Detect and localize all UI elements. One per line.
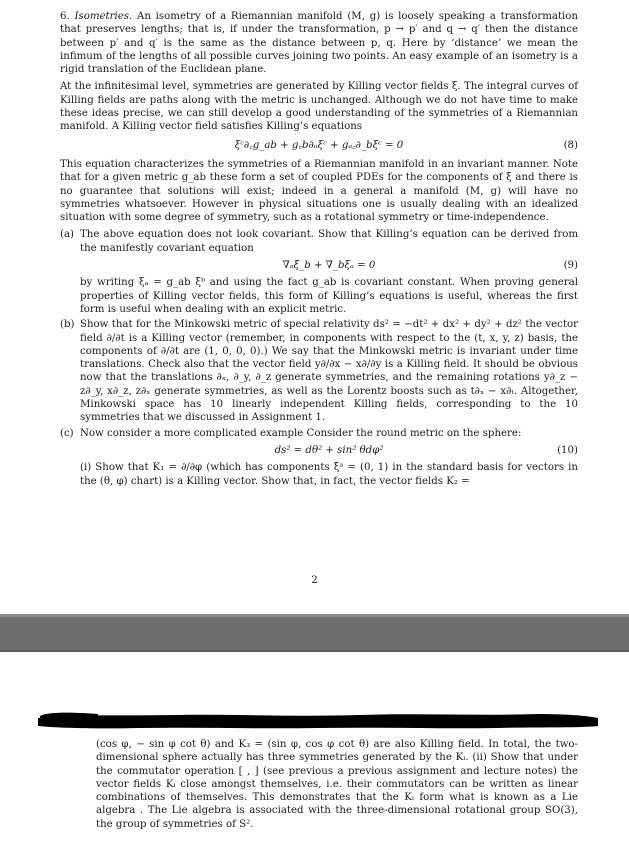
- part-a-label: (a): [60, 229, 75, 241]
- part-c: [60, 427, 578, 488]
- part-c-text: Now consider a more complicated example Consider the round metric on the sphere:: [80, 427, 522, 439]
- problem-title: Isometries.: [74, 11, 133, 22]
- part-b-label: (b): [60, 319, 75, 331]
- part-c-label: (c): [60, 427, 74, 439]
- page-divider: [0, 614, 629, 652]
- intro-text: An isometry of a Riemannian manifold (M, g) is loosely speaking a transformation that preserves lengths; that is, if under the transformation, p → p′ and q → q′ then the distance between p′ and q′ is the same as the distance between p, q. Here by ‘distance’ we mean the infimum of the lengths of all possible curves joining two points. An easy example of an isometry is a rigid translation of the Euclidean plane.: [60, 11, 578, 76]
- part-a-text-2: by writing ξₐ = g_ab ξᵇ and using the fact g_ab is covariant constant. When proving general properties of Killing vector fields, this form of Killing’s equations is useful, whereas the first form is useful when dealing with an explicit metric.: [80, 277, 578, 315]
- redaction-mark: [38, 710, 598, 732]
- equation-9-body: ∇ₐξ_b + ∇_bξₐ = 0: [282, 260, 376, 272]
- problem-6: [60, 10, 578, 490]
- part-b-text: Show that for the Minkowski metric of special relativity ds² = −dt² + dx² + dy² + dz² the vector field ∂/∂t is a Killing vector (remember, in components with respect to the (t, x, y, z) basis, the components of ∂/∂t are (1, 0, 0, 0).) We say that the Minkowski metric is invariant under time translations. Check also that the vector field y∂/∂x − x∂/∂y is a Killing field. It should be obvious now that the translations ∂ₓ, ∂_y, ∂_z generate symmetries, and the remaining rotations y∂_z − z∂_y, x∂_z, z∂ₓ generate symmetries, as well as the Lorentz boosts such as t∂ₓ − x∂ₜ. Altogether, Minkowski space has 10 linearly independent Killing fields, corresponding to the 10 symmetries that we discussed in Assignment 1.: [80, 319, 578, 424]
- divider-top-edge: [0, 614, 629, 617]
- problem-number: 6.: [60, 11, 70, 22]
- killing-paragraph: At the infinitesimal level, symmetries are generated by Killing vector fields ξ. The integral curves of Killing fields are paths along with the metric is unchanged. Although we do not have time to make these ideas precise, we can still develop a good understanding of the symmetries of a Riemannian manifold. A Killing vector field satisfies Killing’s equations: [60, 81, 578, 133]
- page-2: [0, 652, 629, 862]
- equation-10: [80, 444, 578, 457]
- part-c-i-text: (i) Show that K₁ = ∂/∂φ (which has components ξᵃ = (0, 1) in the standard basis for vectors in the (θ, φ) chart) is a Killing vector. Show that, in fact, the vector fields K₂ =: [80, 462, 578, 487]
- intro-paragraph: [60, 10, 578, 76]
- equation-8-number: (8): [563, 139, 578, 151]
- equation-9: [80, 259, 578, 272]
- equation-8: [60, 139, 578, 152]
- equation-9-number: (9): [563, 260, 578, 272]
- equation-8-body: ξᶜ∂꜀g_ab + g꜀b∂ₐξᶜ + gₐ꜀∂_bξᶜ = 0: [234, 139, 404, 151]
- page-2-text: (cos φ, − sin φ cot θ) and K₃ = (sin φ, cos φ cot θ) are also Killing field. In total, the two-dimensional sphere actually has three symmetries generated by the Kᵢ. (ii) Show that under the commutator operation [ , ] (see previous a previous assignment and lecture notes) the vector fields Kᵢ close amongst themselves, i.e. their commutators can be written as linear combinations of themselves. This demonstrates that the Kᵢ form what is known as a Lie algebra . The Lie algebra is associated with the three-dimensional rotational group SO(3), the group of symmetries of S².: [96, 739, 578, 830]
- part-a-text-1: The above equation does not look covariant. Show that Killing’s equation can be derived from the manifestly covariant equation: [80, 229, 578, 254]
- part-b: [60, 318, 578, 424]
- equation-10-number: (10): [557, 444, 578, 456]
- equation-10-body: ds² = dθ² + sin² θdφ²: [274, 444, 384, 456]
- part-a: [60, 228, 578, 316]
- symmetry-paragraph: This equation characterizes the symmetries of a Riemannian manifold in an invariant manner. Note that for a given metric g_ab these form a set of coupled PDEs for the components of ξ and there is no guarantee that solutions will exist; indeed in a general a manifold (M, g) will have no symmetries whatsoever. However in physical situations one is usually dealing with an idealized situation with some degree of symmetry, such as a rotational symmetry or time-independence.: [60, 158, 578, 224]
- page-number: 2: [311, 575, 318, 586]
